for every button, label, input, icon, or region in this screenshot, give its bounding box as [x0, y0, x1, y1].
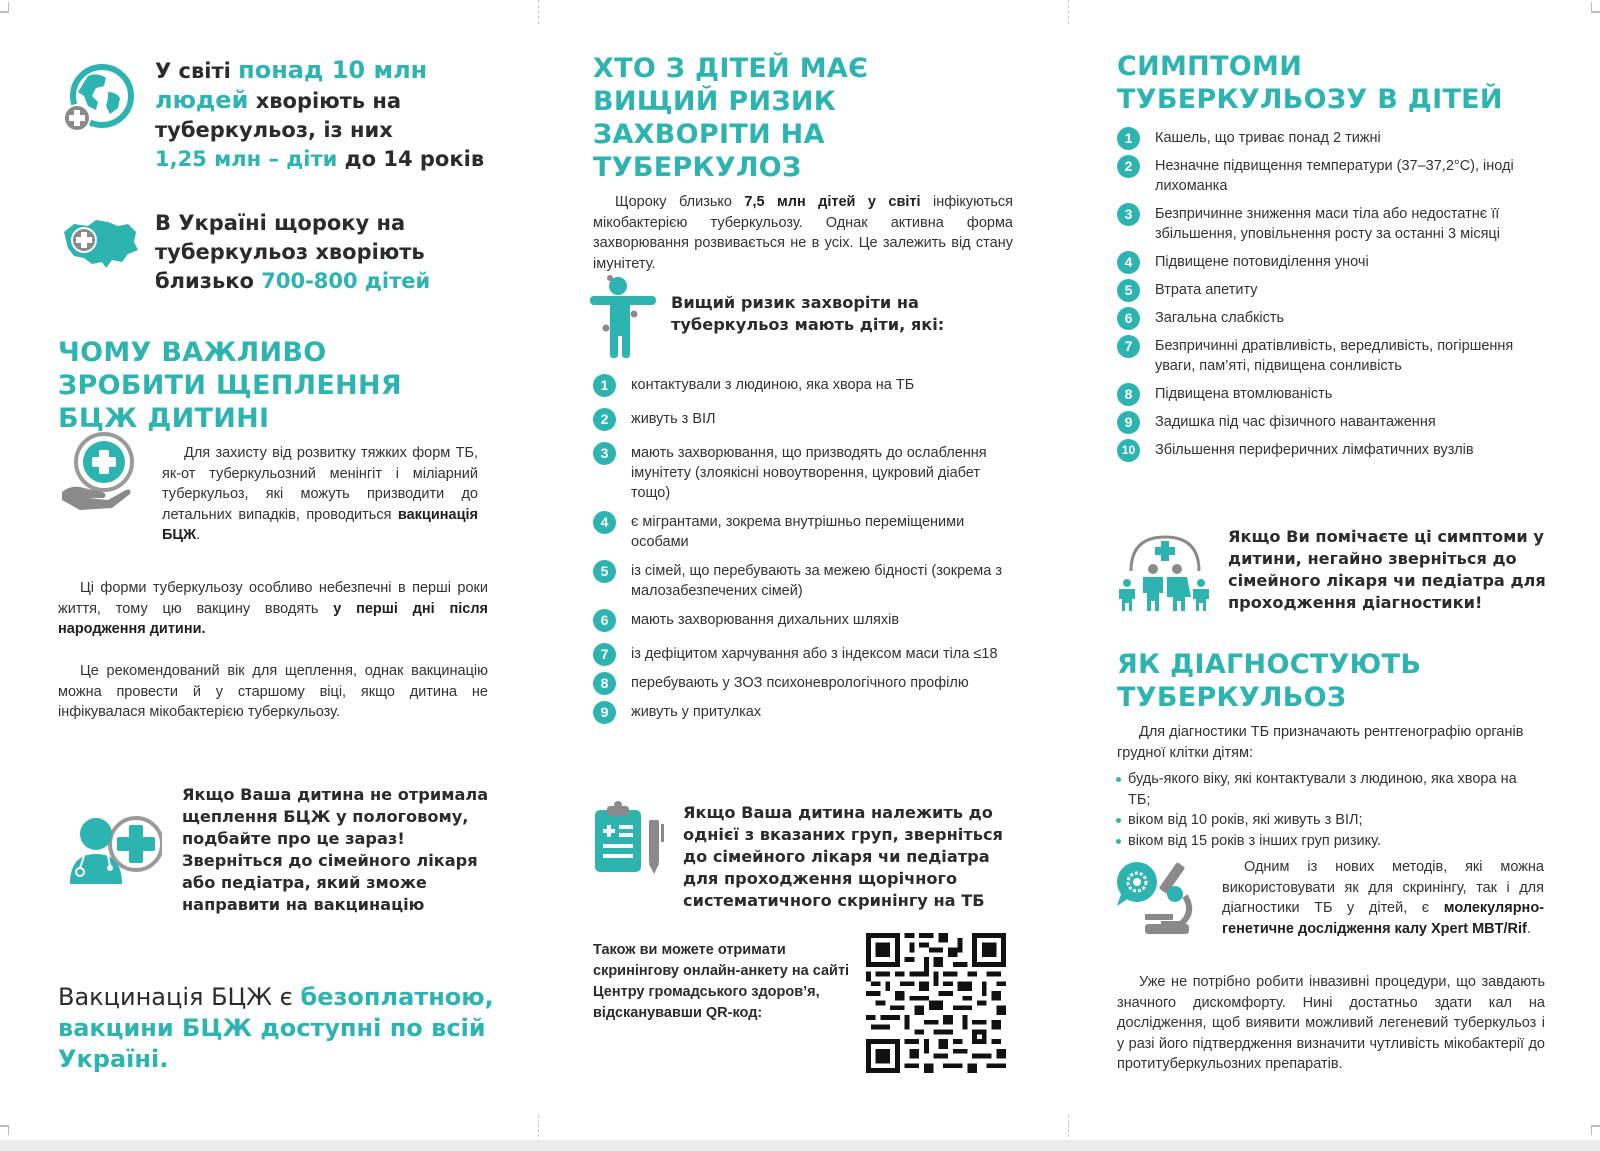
- risk-text: мають захворювання, що призводять до ослаблення імунітету (злоякісні новоутворення, цукровий діабет тощо): [631, 445, 987, 501]
- hand-holding-cross-icon: [60, 432, 136, 512]
- bullet-text: будь-якого віку, які контактували з людиною, яка хвора на ТБ;: [1128, 771, 1517, 808]
- symptom-item: [1117, 280, 1547, 300]
- intro-text-1: Щороку близько: [615, 194, 745, 210]
- crop-mark-bl-h: [0, 1125, 9, 1127]
- symptom-text: Загальна слабкість: [1155, 310, 1285, 326]
- clipboard-pen-icon: [593, 800, 667, 876]
- bullet-text: віком від 10 років, які живуть з ВІЛ;: [1128, 812, 1363, 828]
- stat-ukraine-highlight: 700-800 дітей: [261, 269, 431, 293]
- symptom-text: Втрата апетиту: [1155, 282, 1258, 298]
- bullet-text: віком від 15 років з інших груп ризику.: [1128, 832, 1381, 849]
- number-badge: 2: [593, 408, 616, 431]
- para-recommended-age: Це рекомендований вік для щеплення, однак вакцинацію можна провести й у старшому віці, якщо дитина не інфікувалася мікобактерією туберкульозу.: [58, 663, 488, 720]
- symptom-text: Підвищене потовиділення уночі: [1155, 254, 1369, 270]
- number-badge: 2: [1117, 155, 1140, 178]
- risk-item: [593, 702, 1013, 722]
- bullet-item: [1115, 810, 1535, 831]
- number-badge: 7: [1117, 335, 1140, 358]
- crop-mark-tr-h: [1591, 11, 1600, 13]
- risk-item: [593, 443, 1013, 503]
- symptom-text: Підвищена втомлюваність: [1155, 386, 1333, 402]
- risk-item: [593, 409, 1013, 429]
- risk-item: [593, 610, 1013, 630]
- stat-ukraine: [155, 209, 485, 296]
- symptom-item: [1117, 128, 1547, 148]
- para-infection-intro: [593, 192, 1013, 274]
- stat-world-highlight-1: понад 10 млн людей: [155, 56, 428, 114]
- bullet-item: [1115, 769, 1535, 810]
- callout-see-doctor: Якщо Ви помічаєте ці симптоми у дитини, негайно зверніться до сімейного лікаря чи педіатра для проходження діагностики!: [1228, 527, 1546, 612]
- stat-ukraine-text: В Україні щороку на туберкульоз хворіють близько: [155, 211, 425, 293]
- diagnosis-bullets: [1115, 769, 1535, 851]
- qr-code-icon[interactable]: [866, 933, 1006, 1073]
- number-badge: 1: [593, 374, 616, 397]
- number-badge: 4: [1117, 251, 1140, 274]
- number-badge: 1: [1117, 127, 1140, 150]
- risk-text: є мігрантами, зокрема внутрішньо переміщеними особами: [631, 514, 965, 550]
- xpert-bold: молекулярно-генетичне дослідження калу Xpert MBT/Rif: [1222, 900, 1544, 937]
- xpert-end: .: [1526, 920, 1531, 937]
- symptom-item: [1117, 412, 1547, 432]
- footer-plain-text: Вакцинація БЦЖ є: [58, 983, 301, 1011]
- footer-free-vaccination: [58, 982, 498, 1075]
- fold-line-2: [1068, 0, 1069, 24]
- intro-bold: 7,5 млн дітей у світі: [744, 194, 921, 210]
- risk-item: [593, 561, 1013, 601]
- para-first-days-text: Ці форми туберкульозу особливо небезпечні в перші роки життя, тому цю вакцину вводять: [58, 580, 488, 617]
- symptom-item: [1117, 308, 1547, 328]
- symptom-text: Збільшення периферичних лімфатичних вузлів: [1155, 442, 1474, 458]
- risk-item: [593, 375, 1013, 395]
- number-badge: 4: [593, 511, 616, 534]
- para-bcg-protection: [162, 443, 478, 546]
- symptom-item: [1117, 204, 1547, 244]
- symptom-item: [1117, 336, 1547, 376]
- stat-world-text-1: У світі: [155, 59, 239, 83]
- microscope-gear-icon: [1115, 860, 1203, 938]
- para-first-days-bold: у перші дні після народження дитини.: [58, 600, 488, 637]
- risk-text: контактували з людиною, яка хвора на ТБ: [631, 377, 915, 393]
- crop-mark-br-h: [1591, 1125, 1600, 1127]
- stat-world: [155, 56, 525, 174]
- stat-world-highlight-2: 1,25 млн – діти: [155, 147, 338, 171]
- qr-instructions: Також ви можете отримати скринінгову онлайн-анкету на сайті Центру громадського здоров’я, відсканувавши QR-код:: [593, 942, 850, 1021]
- risk-list-title: Вищий ризик захворіти на туберкульоз мають діти, які:: [671, 293, 945, 334]
- symptom-item: [1117, 384, 1547, 404]
- bullet-item: [1115, 831, 1535, 852]
- ukraine-map-plus-icon: [60, 212, 140, 272]
- fold-line-1-bottom: [538, 1115, 539, 1137]
- crop-mark-tl-h: [0, 11, 9, 13]
- number-badge: 8: [593, 672, 616, 695]
- risk-text: живуть у притулках: [631, 704, 762, 720]
- symptom-text: Безпричинне зниження маси тіла або недостатнє її збільшення, уповільнення росту за останні 3 місяці: [1155, 206, 1500, 242]
- intro-text-2: інфікуються мікобактерією туберкульозу. Однак активна форма захворювання розвивається не в усіх. Це залежить від стану імунітету.: [593, 194, 1013, 272]
- risk-item: [593, 673, 1013, 693]
- symptom-list: [1117, 128, 1547, 460]
- callout-screening: Якщо Ваша дитина належить до однієї з вказаних груп, зверніться до сімейного лікаря чи педіатра для проходження щорічного систематичного скринінгу на ТБ: [683, 803, 1003, 910]
- number-badge: 5: [593, 560, 616, 583]
- risk-text: із дефіцитом харчування або з індексом маси тіла ≤18: [631, 646, 998, 662]
- heading-symptoms: СИМПТОМИ ТУБЕРКУЛЬОЗУ В ДІТЕЙ: [1117, 51, 1503, 115]
- symptom-item: [1117, 440, 1547, 460]
- bullet-dot: [1116, 839, 1121, 844]
- symptom-item: [1117, 252, 1547, 272]
- symptom-text: Задишка під час фізичного навантаження: [1155, 414, 1436, 430]
- globe-plus-icon: [60, 62, 134, 136]
- risk-text: живуть з ВІЛ: [631, 411, 716, 427]
- number-badge: 8: [1117, 383, 1140, 406]
- para-bcg-protection-text: Для захисту від розвитку тяжких форм ТБ, як-от туберкульозний менінгіт і міліарний туберкульоз, які можуть призводити до летальних випадків, проводиться: [162, 445, 478, 523]
- bullet-dot: [1116, 777, 1121, 782]
- para-bcg-protection-bold: вакцинація БЦЖ: [162, 506, 478, 543]
- xpert-text: Одним із нових методів, які можна використовувати як для скринінгу, так і для діагностики ТБ у дітей, є: [1222, 859, 1544, 916]
- heading-diagnosis: ЯК ДІАГНОСТУЮТЬ ТУБЕРКУЛЬОЗ: [1117, 649, 1422, 713]
- callout-not-vaccinated: Якщо Ваша дитина не отримала щеплення БЦЖ у пологовому, подбайте про це зараз! Зверніться до сімейного лікаря або педіатра, який зможе направити на вакцинацію: [182, 785, 489, 914]
- child-figure-icon: [590, 274, 656, 358]
- para-xpert-method: [1222, 857, 1544, 939]
- heading-why-bcg: ЧОМУ ВАЖЛИВО ЗРОБИТИ ЩЕПЛЕННЯ БЦЖ ДИТИНІ: [58, 337, 403, 434]
- number-badge: 3: [1117, 203, 1140, 226]
- symptom-text: Безпричинні дратівливість, вередливість, погіршення уваги, пам’яті, підвищена сонливість: [1155, 338, 1514, 374]
- number-badge: 9: [1117, 411, 1140, 434]
- risk-text: перебувають у ЗОЗ психоневрологічного профілю: [631, 675, 969, 691]
- footer-highlight-text: безоплатною, вакцини БЦЖ доступні по всій Україні.: [58, 983, 494, 1073]
- symptom-item: [1117, 156, 1547, 196]
- number-badge: 6: [593, 609, 616, 632]
- number-badge: 5: [1117, 279, 1140, 302]
- number-badge: 7: [593, 643, 616, 666]
- risk-text: мають захворювання дихальних шляхів: [631, 612, 900, 628]
- page-bottom-edge: [0, 1140, 1600, 1151]
- para-diagnosis-intro: Для діагностики ТБ призначають рентгенографію органів грудної клітки дітям:: [1117, 724, 1524, 761]
- symptom-text: Кашель, що триває понад 2 тижні: [1155, 130, 1381, 146]
- family-cross-icon: [1117, 533, 1213, 613]
- para-first-days: [58, 578, 488, 640]
- symptom-text: Незначне підвищення температури (37–37,2°C), іноді лихоманка: [1155, 158, 1514, 194]
- para-bcg-protection-end: .: [196, 527, 201, 543]
- number-badge: 10: [1117, 439, 1140, 462]
- number-badge: 3: [593, 442, 616, 465]
- stat-world-text-2: хворіють на туберкульоз, із них: [155, 89, 402, 142]
- risk-text: із сімей, що перебувають за межею бідності (зокрема з малозабезпечених сімей): [631, 563, 1002, 599]
- fold-line-1: [538, 0, 539, 24]
- fold-line-2-bottom: [1068, 1115, 1069, 1137]
- risk-item: [593, 644, 1013, 664]
- stat-world-text-3: до 14 років: [337, 147, 485, 171]
- number-badge: 9: [593, 701, 616, 724]
- risk-item: [593, 512, 1013, 552]
- risk-list: [593, 375, 1013, 722]
- doctor-plus-icon: [66, 812, 162, 888]
- bullet-dot: [1116, 818, 1121, 823]
- number-badge: 6: [1117, 307, 1140, 330]
- heading-risk-groups: ХТО З ДІТЕЙ МАЄ ВИЩИЙ РИЗИК ЗАХВОРІТИ НА ТУБЕРКУЛОЗ: [593, 53, 869, 183]
- para-noninvasive: Уже не потрібно робити інвазивні процедури, що завдають значного дискомфорту. Нині достатньо здати кал на дослідження, щоб виявити можливий легеневий туберкульоз і у разі його підтвердження визначити чутливість мікобактерії до протитуберкульозних препаратів.: [1117, 974, 1545, 1072]
